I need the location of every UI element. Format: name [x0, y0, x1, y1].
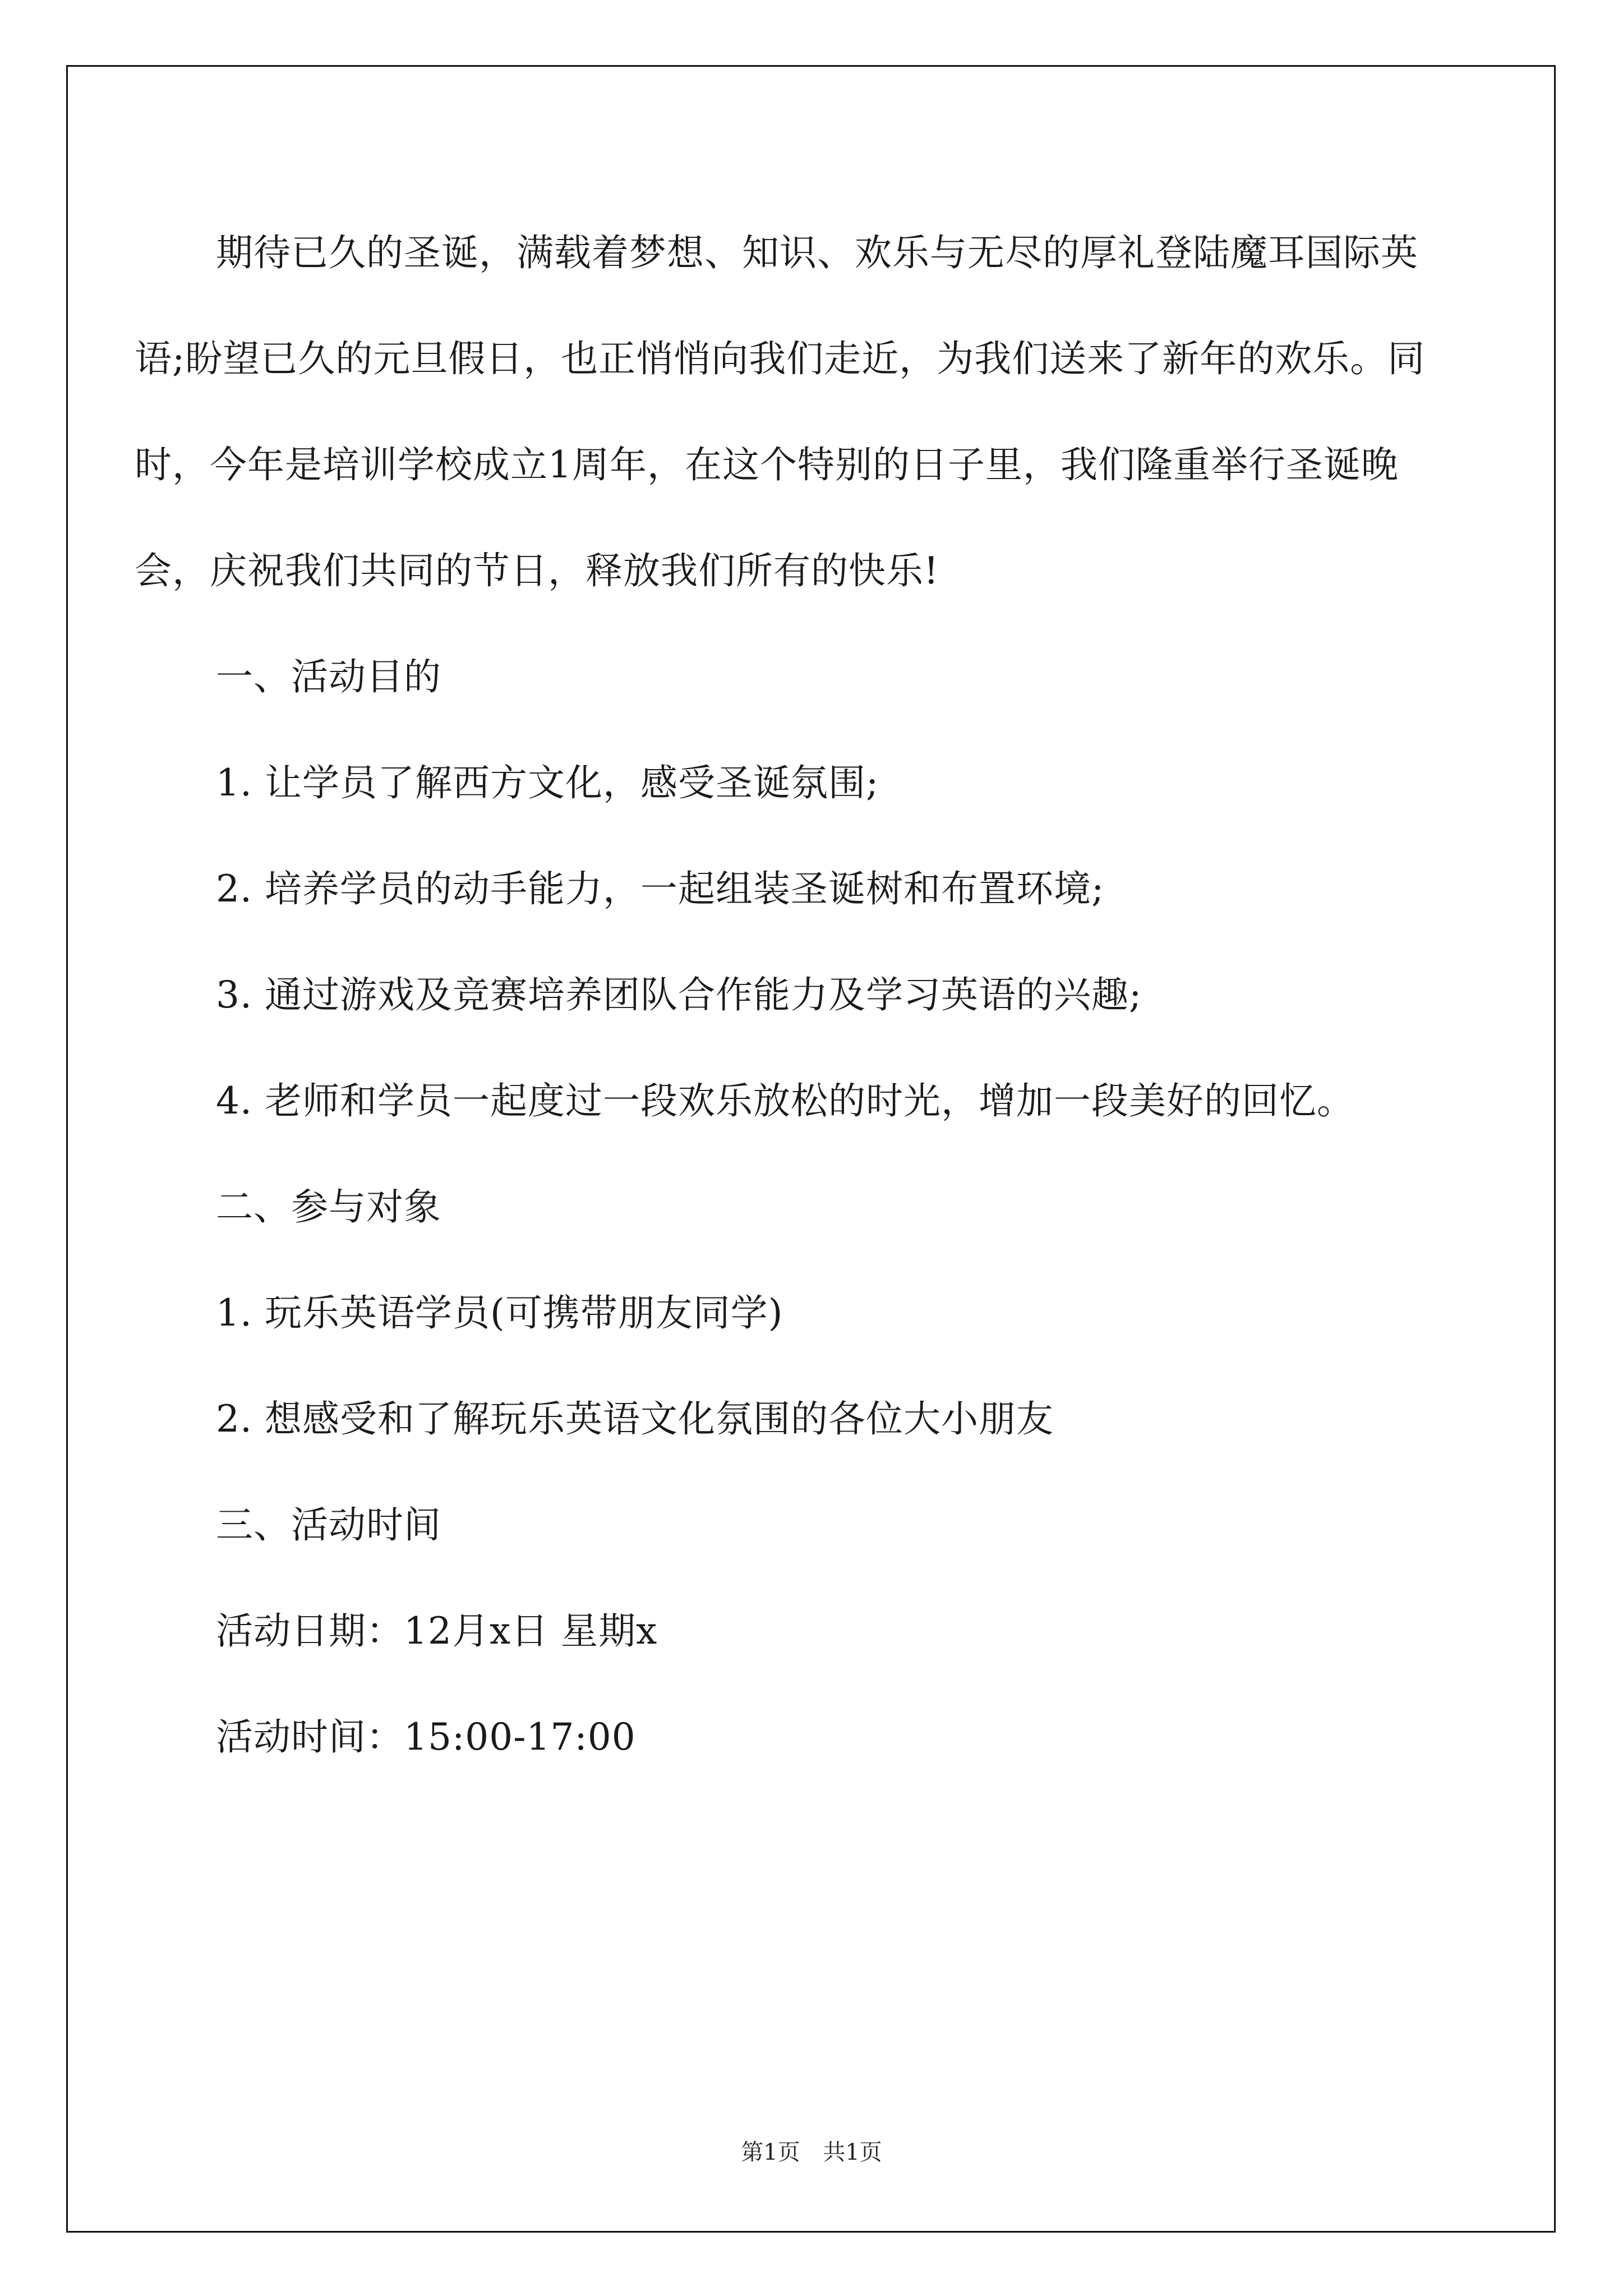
activity-time: 活动时间：15:00-17:00 [216, 1715, 636, 1759]
purpose-item-4: 4. 老师和学员一起度过一段欢乐放松的时光，增加一段美好的回忆。 [216, 1079, 1354, 1122]
purpose-item-1: 1. 让学员了解西方文化，感受圣诞氛围; [216, 761, 879, 804]
purpose-item-2: 2. 培养学员的动手能力，一起组装圣诞树和布置环境; [216, 867, 1105, 910]
participants-item-2: 2. 想感受和了解玩乐英语文化氛围的各位大小朋友 [216, 1397, 1054, 1441]
purpose-item-3: 3. 通过游戏及竞赛培养团队合作能力及学习英语的兴趣; [216, 973, 1142, 1016]
page-number-total: 共1页 [823, 2139, 882, 2165]
document-body [135, 200, 1431, 1790]
section-heading-purpose: 一、活动目的 [216, 655, 441, 698]
section-heading-time: 三、活动时间 [216, 1503, 441, 1547]
participants-item-1: 1. 玩乐英语学员(可携带朋友同学) [216, 1291, 783, 1335]
page-footer [0, 2134, 1623, 2166]
intro-paragraph: 期待已久的圣诞，满载着梦想、知识、欢乐与无尽的厚礼登陆魔耳国际英语;盼望已久的元旦假日，也正悄悄向我们走近，为我们送来了新年的欢乐。同时，今年是培训学校成立1周年，在这个特别的日子里，我们隆重举行圣诞晚会，庆祝我们共同的节日，释放我们所有的快乐! [135, 231, 1426, 592]
page-number-current: 第1页 [741, 2139, 800, 2165]
activity-date: 活动日期：12月x日 星期x [216, 1609, 658, 1653]
section-heading-participants: 二、参与对象 [216, 1185, 441, 1228]
